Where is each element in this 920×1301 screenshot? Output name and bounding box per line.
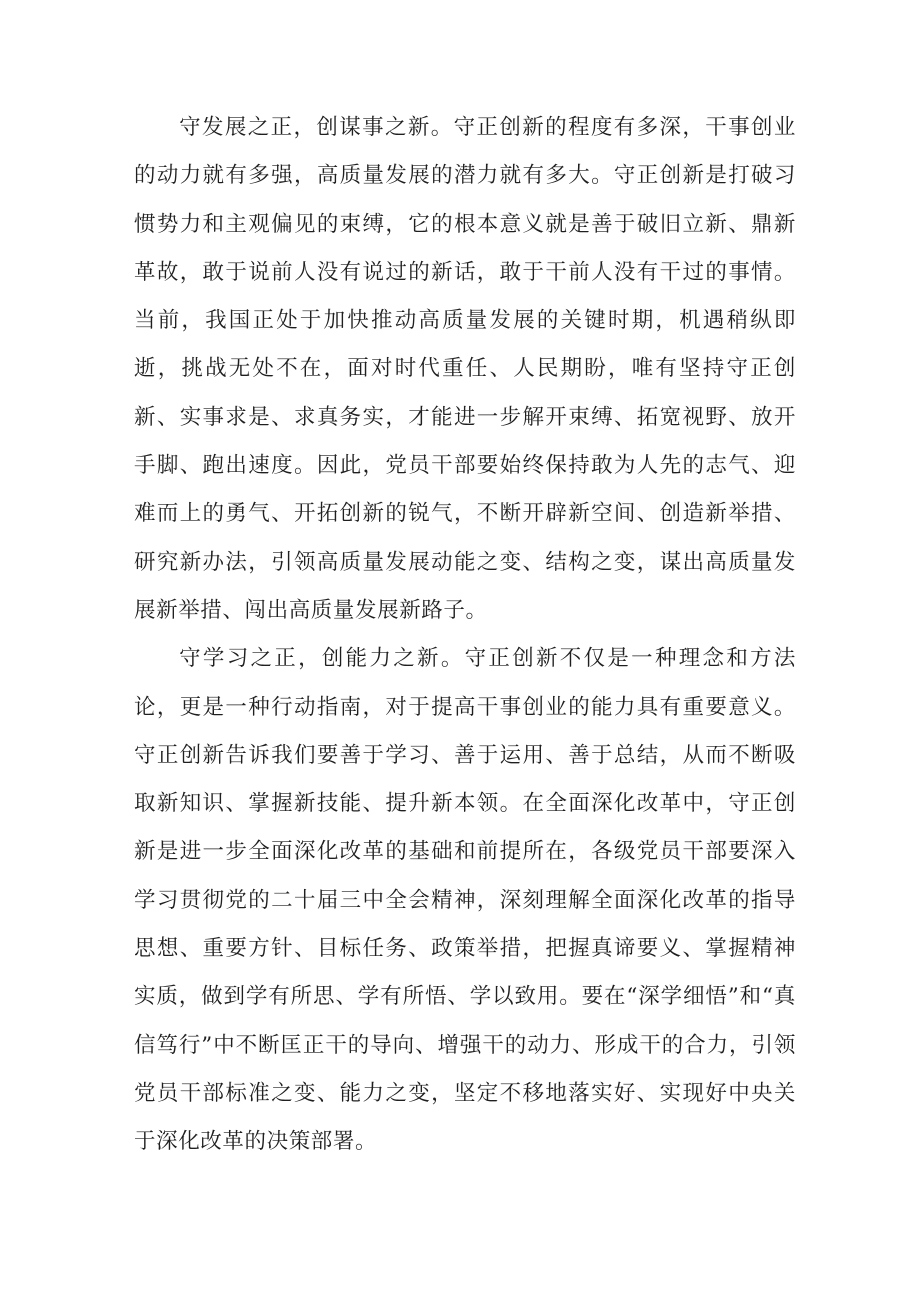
paragraph-1: 守发展之正，创谋事之新。守正创新的程度有多深，干事创业的动力就有多强，高质量发展的潜力就有多大。守正创新是打破习惯势力和主观偏见的束缚，它的根本意义就是善于破旧立新、鼎新革故，敢于说前人没有说过的新话，敢于干前人没有干过的事情。当前，我国正处于加快推动高质量发展的关键时期，机遇稍纵即逝，挑战无处不在，面对时代重任、人民期盼，唯有坚持守正创新、实事求是、求真务实，才能进一步解开束缚、拓宽视野、放开手脚、跑出速度。因此，党员干部要始终保持敢为人先的志气、迎难而上的勇气、开拓创新的锐气，不断开辟新空间、创造新举措、研究新办法，引领高质量发展动能之变、结构之变，谋出高质量发展新举措、闯出高质量发展新路子。 [134,115,796,623]
document-body [134,104,796,1167]
paragraph-2: 守学习之正，创能力之新。守正创新不仅是一种理念和方法论，更是一种行动指南，对于提高干事创业的能力具有重要意义。守正创新告诉我们要善于学习、善于运用、善于总结，从而不断吸取新知识、掌握新技能、提升新本领。在全面深化改革中，守正创新是进一步全面深化改革的基础和前提所在，各级党员干部要深入学习贯彻党的二十届三中全会精神，深刻理解全面深化改革的指导思想、重要方针、目标任务、政策举措，把握真谛要义、掌握精神实质，做到学有所思、学有所悟、学以致用。要在“深学细悟”和“真信笃行”中不断匡正干的导向、增强干的动力、形成干的合力，引领党员干部标准之变、能力之变，坚定不移地落实好、实现好中央关于深化改革的决策部署。 [134,646,796,1155]
